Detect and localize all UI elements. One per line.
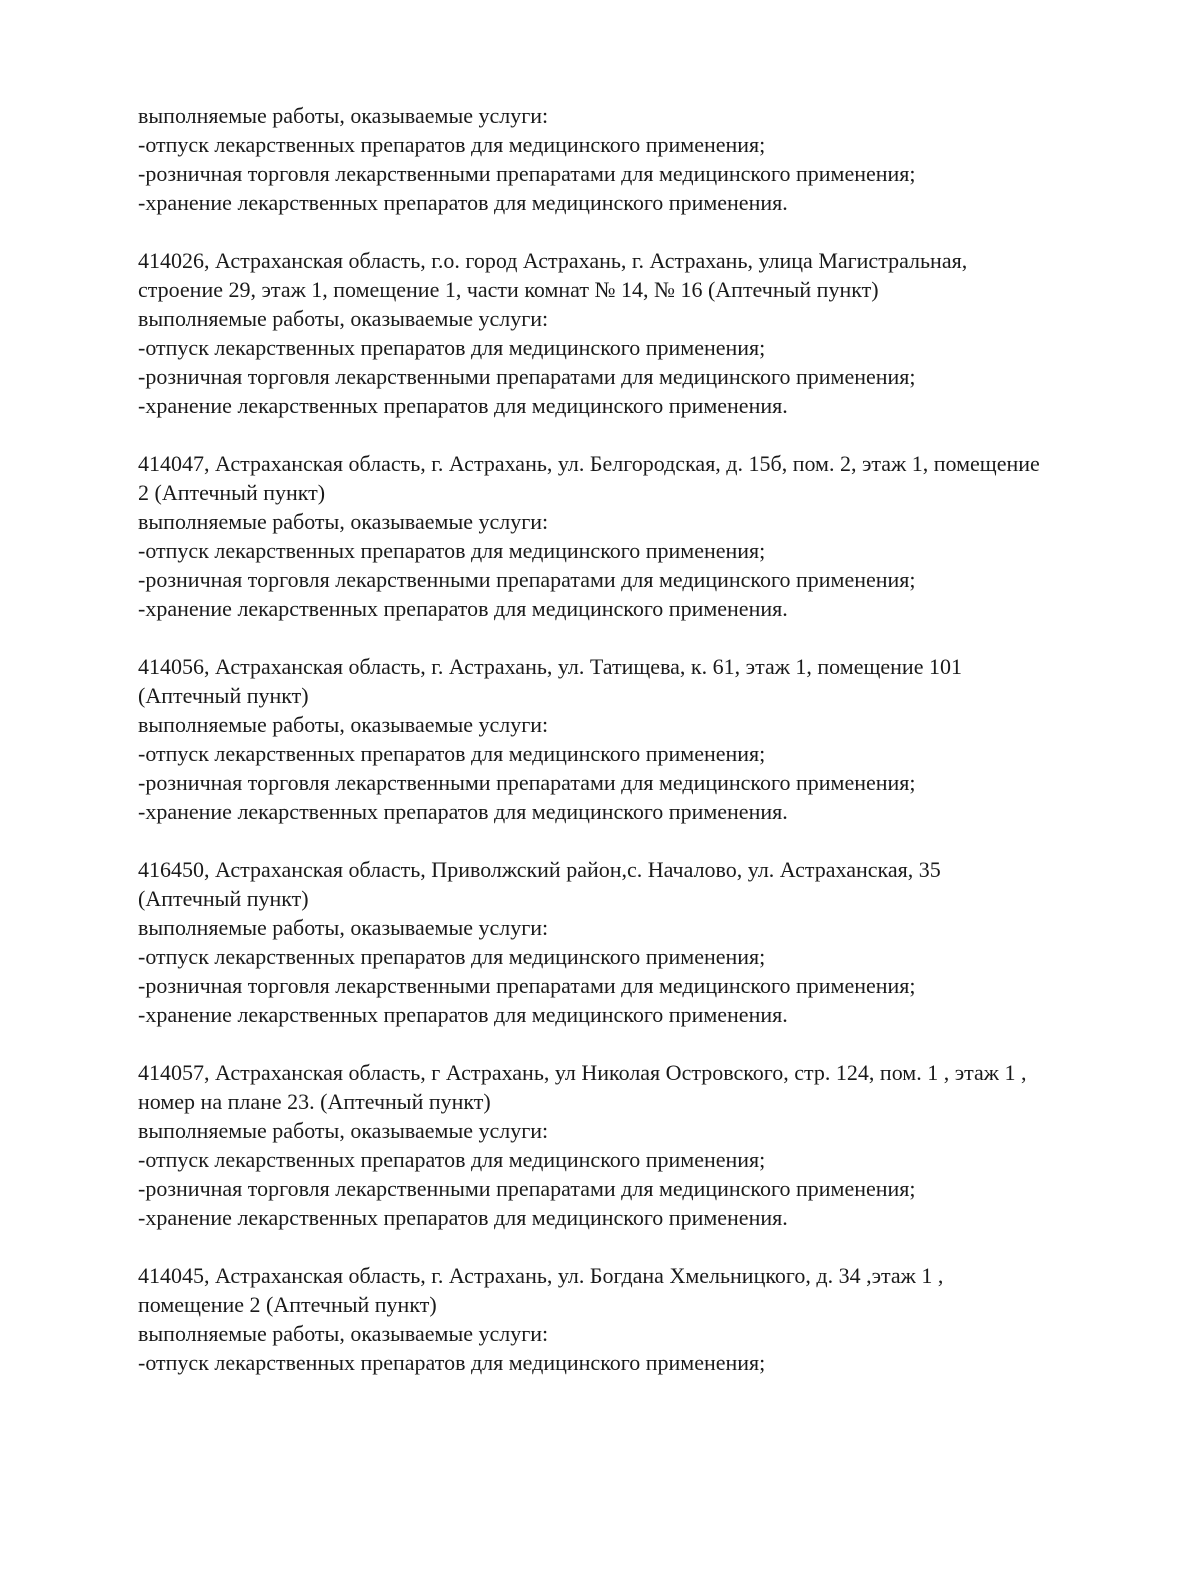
- service-line: -хранение лекарственных препаратов для медицинского применения.: [138, 1205, 788, 1230]
- service-line: -отпуск лекарственных препаратов для медицинского применения;: [138, 132, 766, 157]
- address-line: помещение 2 (Аптечный пункт): [138, 1292, 437, 1317]
- pharmacy-entry: [138, 855, 1138, 1029]
- services-heading: выполняемые работы, оказываемые услуги:: [138, 915, 549, 940]
- service-line: -розничная торговля лекарственными препаратами для медицинского применения;: [138, 161, 916, 186]
- service-line: -отпуск лекарственных препаратов для медицинского применения;: [138, 1350, 766, 1375]
- address-line: (Аптечный пункт): [138, 683, 309, 708]
- service-line: -розничная торговля лекарственными препаратами для медицинского применения;: [138, 973, 916, 998]
- service-line: -розничная торговля лекарственными препаратами для медицинского применения;: [138, 364, 916, 389]
- service-line: -хранение лекарственных препаратов для медицинского применения.: [138, 190, 788, 215]
- service-line: -розничная торговля лекарственными препаратами для медицинского применения;: [138, 770, 916, 795]
- address-line: 414056, Астраханская область, г. Астрахань, ул. Татищева, к. 61, этаж 1, помещение 101: [138, 654, 962, 679]
- services-heading: выполняемые работы, оказываемые услуги:: [138, 1118, 549, 1143]
- service-line: -розничная торговля лекарственными препаратами для медицинского применения;: [138, 1176, 916, 1201]
- service-line: -хранение лекарственных препаратов для медицинского применения.: [138, 799, 788, 824]
- service-line: -отпуск лекарственных препаратов для медицинского применения;: [138, 944, 766, 969]
- pharmacy-entry: [138, 449, 1138, 623]
- services-heading: выполняемые работы, оказываемые услуги:: [138, 306, 549, 331]
- service-line: -розничная торговля лекарственными препаратами для медицинского применения;: [138, 567, 916, 592]
- service-line: -отпуск лекарственных препаратов для медицинского применения;: [138, 741, 766, 766]
- pharmacy-entry: [138, 1261, 1138, 1377]
- service-line: -хранение лекарственных препаратов для медицинского применения.: [138, 596, 788, 621]
- pharmacy-entry: [138, 652, 1138, 826]
- services-heading: выполняемые работы, оказываемые услуги:: [138, 712, 549, 737]
- services-heading: выполняемые работы, оказываемые услуги:: [138, 509, 549, 534]
- pharmacy-entry: [138, 246, 1138, 420]
- document-body: [138, 101, 1138, 1377]
- service-line: -отпуск лекарственных препаратов для медицинского применения;: [138, 538, 766, 563]
- services-heading: выполняемые работы, оказываемые услуги:: [138, 103, 549, 128]
- address-line: 414026, Астраханская область, г.о. город Астрахань, г. Астрахань, улица Магистральная,: [138, 248, 968, 273]
- address-line: номер на плане 23. (Аптечный пункт): [138, 1089, 491, 1114]
- service-line: -отпуск лекарственных препаратов для медицинского применения;: [138, 335, 766, 360]
- address-line: строение 29, этаж 1, помещение 1, части комнат № 14, № 16 (Аптечный пункт): [138, 277, 879, 302]
- address-line: 414057, Астраханская область, г Астрахань, ул Николая Островского, стр. 124, пом. 1 , этаж 1 ,: [138, 1060, 1027, 1085]
- address-line: 2 (Аптечный пункт): [138, 480, 326, 505]
- services-heading: выполняемые работы, оказываемые услуги:: [138, 1321, 549, 1346]
- address-line: 414047, Астраханская область, г. Астрахань, ул. Белгородская, д. 15б, пом. 2, этаж 1, помещение: [138, 451, 1040, 476]
- address-line: 416450, Астраханская область, Приволжский район,с. Началово, ул. Астраханская, 35: [138, 857, 941, 882]
- service-line: -хранение лекарственных препаратов для медицинского применения.: [138, 1002, 788, 1027]
- address-line: (Аптечный пункт): [138, 886, 309, 911]
- address-line: 414045, Астраханская область, г. Астрахань, ул. Богдана Хмельницкого, д. 34 ,этаж 1 ,: [138, 1263, 944, 1288]
- pharmacy-entry: [138, 1058, 1138, 1232]
- service-line: -отпуск лекарственных препаратов для медицинского применения;: [138, 1147, 766, 1172]
- intro-block: [138, 101, 1138, 217]
- service-line: -хранение лекарственных препаратов для медицинского применения.: [138, 393, 788, 418]
